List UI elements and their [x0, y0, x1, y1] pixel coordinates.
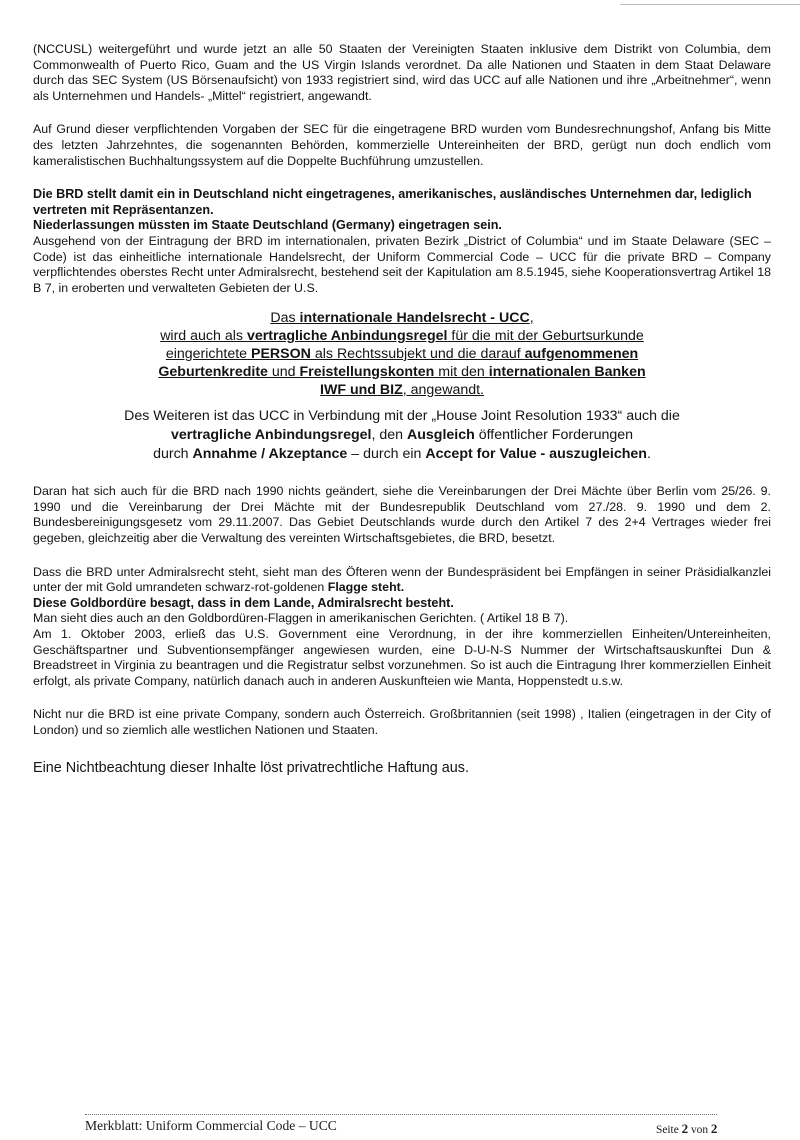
callout-line-4: Geburtenkredite und Freistellungskonten mit den internationalen Banken	[158, 363, 646, 380]
paragraph-oesterreich: Nicht nur die BRD ist eine private Company, sondern auch Österreich. Großbritannien (seit 1998) , Italien (eingetragen in der City of London) und so ziemlich alle westlichen Nationen und Staaten.	[33, 707, 771, 738]
hjr-line-3: durch Annahme / Akzeptance – durch ein Accept for Value - auszugleichen.	[153, 446, 651, 463]
callout-line-2: wird auch als vertragliche Anbindungsregel für die mit der Geburtsurkunde	[160, 328, 644, 345]
paragraph-nccusl: (NCCUSL) weitergeführt und wurde jetzt an alle 50 Staaten der Vereinigten Staaten inklusive dem Distrikt von Columbia, dem Commonwealth of Puerto Rico, Guam and the US Virgin Islands verordnet. Da alle Nationen und Staaten in dem Staat Delaware durch das SEC System (US Börsenaufsicht) von 1933 registriert sind, wird das UCC auf alle Nationen und ihre „Arbeitnehmer“, wenn als Unternehmen und Handels- „Mittel“ registriert, angewandt.	[33, 42, 771, 103]
paragraph-gerichte: Man sieht dies auch an den Goldbordüren-Flaggen in amerikanischen Gerichten. ( Artikel 18 B 7).	[33, 611, 569, 626]
section-admiralsrecht	[33, 565, 771, 690]
callout-line-1: Das internationale Handelsrecht - UCC,	[270, 310, 534, 327]
callout-line-3: eingerichtete PERSON als Rechtssubjekt und die darauf aufgenommenen	[165, 345, 639, 362]
hjr-line-1: Des Weiteren ist das UCC in Verbindung mit der „House Joint Resolution 1933“ auch die	[124, 408, 680, 425]
top-rule	[620, 4, 800, 5]
bold-statement-goldbordure: Diese Goldbordüre besagt, dass in dem Lande, Admiralsrecht besteht.	[33, 595, 454, 610]
bold-statement-2: Niederlassungen müssten im Staate Deutschland (Germany) eingetragen sein.	[33, 218, 502, 233]
bold-statement-1: Die BRD stellt damit ein in Deutschland nicht eingetragenes, amerikanisches, ausländisches Unternehmen dar, lediglich vertreten mit Repräsentanzen.	[33, 187, 752, 217]
paragraph-1990: Daran hat sich auch für die BRD nach 1990 nichts geändert, siehe die Vereinbarungen der Drei Mächte über Berlin vom 25/26. 9. 1990 und die Vereinbarung der Drei Mächte mit der Bundesrepublik Deutschland vom 27./28. 9. 1990 und dem 2. Bundesbereinigungsgesetz vom 29.11.2007. Das Gebiet Deutschlands wurde durch den Artikel 7 des 2+4 Vertrages wieder frei gegeben, gleichzeitig aber die Verwaltung des vereinten Wirtschaftsgebietes, die BRD, besetzt.	[33, 484, 771, 546]
ucc-callout	[33, 310, 771, 399]
footer-rule	[85, 1114, 717, 1115]
section-brd-company	[33, 187, 771, 296]
hjr-callout	[33, 407, 771, 464]
hjr-line-2: vertragliche Anbindungsregel, den Ausgleich öffentlicher Forderungen	[170, 427, 634, 444]
callout-line-5: IWF und BIZ, angewandt.	[320, 381, 484, 398]
paragraph-duns: Am 1. Oktober 2003, erließ das U.S. Government eine Verordnung, in der ihre kommerziellen Einheiten/Untereinheiten, Geschäftspartner und Subventionsempfänger angewiesen wurden, eine D-U-N-S Nummer der Wirtschaftsauskunftei Dun & Breadstreet in Virginia zu beantragen und die Registratur selbst vorzunehmen. So ist auch die Eintragung Ihrer kommerziellen Einheit erfolgt, als private Company, natürlich danach auch in anderen Auskunfteien wie Manta, Hoppenstedt u.s.w.	[33, 627, 771, 688]
footer-title: Merkblatt: Uniform Commercial Code – UCC	[85, 1118, 337, 1133]
paragraph-sec: Auf Grund dieser verpflichtenden Vorgaben der SEC für die eingetragene BRD wurden vom Bundesrechnungshof, Anfang bis Mitte des letzten Jahrzehntes, die sogenannten Behörden, kommerzielle Untereinheiten der BRD, gerügt nun doch endlich vom kameralistischen Buchhaltungssystem auf die Doppelte Buchführung umzustellen.	[33, 122, 771, 168]
paragraph-district: Ausgehend von der Eintragung der BRD im internationalen, privaten Bezirk „District of Columbia“ und im Staate Delaware (SEC – Code) ist das einheitliche internationale Handelsrecht, der Uniform Commercial Code – UCC für die private BRD – Company verpflichtendes oberstes Recht unter Admiralsrecht, bestehend seit der Kapitulation am 8.5.1945, siehe Kooperationsvertrag Artikel 18 B 7, in eroberten und verwalteten Gebieten der U.S.	[33, 233, 771, 295]
closing-statement: Eine Nichtbeachtung dieser Inhalte löst privatrechtliche Haftung aus.	[33, 759, 469, 776]
page-number: Seite 2 von 2	[656, 1121, 718, 1136]
document-body	[33, 42, 771, 777]
paragraph-flagge: Dass die BRD unter Admiralsrecht steht, sieht man des Öfteren wenn der Bundespräsident bei Empfängen in seiner Präsidialkanzlei unter der mit Gold umrandeten schwarz-rot-goldenen Flagge steht.	[33, 564, 771, 595]
